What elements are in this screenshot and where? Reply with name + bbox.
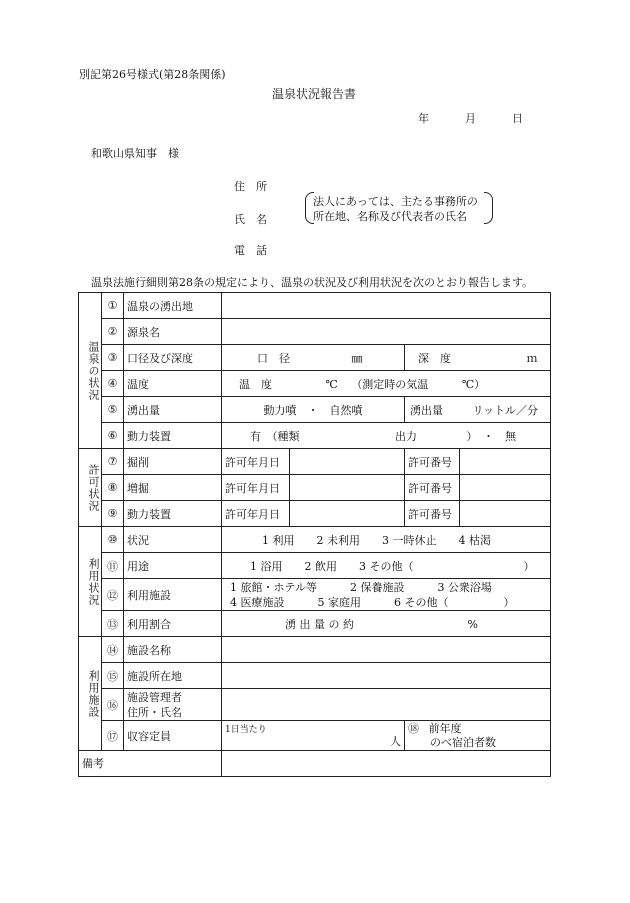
diameter-field[interactable]: [222, 345, 405, 371]
row-number: ③: [102, 345, 124, 371]
facility-manager-field[interactable]: [222, 689, 551, 721]
row-label: 施設所在地: [124, 663, 222, 689]
permit-no-field[interactable]: [460, 449, 551, 475]
row-label: 掘削: [124, 449, 222, 475]
addressee: 和歌山県知事 様: [91, 147, 179, 160]
document-title: 温泉状況報告書: [272, 87, 357, 101]
guests-label-cell: [405, 721, 551, 751]
diameter-label: 口 径: [257, 351, 290, 365]
permit-date-field[interactable]: [290, 501, 405, 527]
row-label: 動力装置: [124, 423, 222, 449]
facility-options-line1: 1 旅館・ホテル等 2 保養施設 3 公衆浴場: [230, 580, 492, 594]
row-source-location: [79, 293, 551, 319]
row-label: 増掘: [124, 475, 222, 501]
unit-liter-per-min: リットル／分: [472, 403, 539, 417]
section-facility: 利用施設: [79, 637, 102, 751]
row-number: ⑧: [102, 475, 124, 501]
output-label: 出力: [395, 429, 417, 443]
unit-mm: ㎜: [351, 351, 363, 365]
usage-ratio-field[interactable]: [222, 611, 551, 637]
row-flow: [79, 397, 551, 423]
row-number: ⑤: [102, 397, 124, 423]
row-facility-name: [79, 637, 551, 663]
purpose-options[interactable]: 1 浴用 2 飲用 3 その他（ ）: [222, 553, 551, 579]
row-label: 利用割合: [124, 611, 222, 637]
row-label: [124, 689, 222, 721]
row-permit-power: [79, 501, 551, 527]
permit-no-label: 許可番号: [405, 501, 460, 527]
permit-date-field[interactable]: [290, 449, 405, 475]
row-facility-manager: [79, 689, 551, 721]
row-number: ⑬: [102, 611, 124, 637]
date-year-label: 年: [418, 112, 429, 125]
row-status: [79, 527, 551, 553]
row-diameter-depth: [79, 345, 551, 371]
air-temp-label: （測定時の気温: [351, 377, 429, 391]
row-label: 施設名称: [124, 637, 222, 663]
row-purpose: [79, 553, 551, 579]
flow-label: 湧出量: [410, 403, 443, 417]
facility-options-line2: 4 医療施設 5 家庭用 6 その他（ ）: [230, 595, 515, 609]
form-number: 別記第26号様式(第28条関係): [79, 68, 226, 81]
temp-label: 温 度: [239, 377, 272, 391]
row-number: ⑮: [102, 663, 124, 689]
remarks-label: 備考: [79, 751, 222, 777]
row-number: ⑪: [102, 553, 124, 579]
row-label: 用途: [124, 553, 222, 579]
per-day-label: 1日当たり: [225, 725, 267, 735]
facility-type-options[interactable]: [222, 579, 551, 611]
manager-label-line1: 施設管理者: [127, 690, 182, 704]
intro-text: 温泉法施行細則第28条の規定により、温泉の状況及び利用状況を次のとおり報告します。: [91, 276, 534, 289]
date-day-label: 日: [512, 112, 523, 125]
permit-no-label: 許可番号: [405, 475, 460, 501]
row-capacity: [79, 721, 551, 751]
unit-persons: 人: [390, 735, 401, 748]
permit-no-field[interactable]: [460, 475, 551, 501]
permit-no-field[interactable]: [460, 501, 551, 527]
address-label: 住 所: [234, 180, 267, 193]
none-label: ） ・ 無: [466, 429, 516, 443]
row-number: ⑥: [102, 423, 124, 449]
power-device-field[interactable]: [222, 423, 551, 449]
row-number: ⑱: [408, 721, 419, 735]
row-label: 温度: [124, 371, 222, 397]
row-number: ⑯: [102, 689, 124, 721]
row-number: ⑩: [102, 527, 124, 553]
unit-celsius: ℃: [325, 377, 338, 391]
row-label: 源泉名: [124, 319, 222, 345]
row-label: 利用施設: [124, 579, 222, 611]
row-number: ②: [102, 319, 124, 345]
row-label: 湧出量: [124, 397, 222, 423]
flow-amount-field[interactable]: [405, 397, 551, 423]
report-table: [78, 292, 551, 777]
source-location-field[interactable]: [222, 293, 551, 319]
row-permit-drilling: [79, 449, 551, 475]
section-permit: 許可状況: [79, 449, 102, 527]
row-facility-address: [79, 663, 551, 689]
unit-m: ｍ: [526, 351, 538, 365]
remarks-field[interactable]: [222, 751, 551, 777]
manager-label-line2: 住所・氏名: [127, 705, 182, 719]
temperature-field[interactable]: [222, 371, 551, 397]
corp-note-line1: 法人にあっては、主たる事務所の: [313, 195, 478, 208]
row-label: 状況: [124, 527, 222, 553]
usage-ratio-text: 湧 出 量 の 約: [285, 617, 354, 631]
row-label: 収容定員: [124, 721, 222, 751]
source-name-field[interactable]: [222, 319, 551, 345]
row-label: 動力装置: [124, 501, 222, 527]
depth-field[interactable]: [405, 345, 551, 371]
capacity-field[interactable]: [222, 721, 405, 751]
row-number: ⑭: [102, 637, 124, 663]
name-label: 氏 名: [234, 213, 267, 226]
facility-address-field[interactable]: [222, 663, 551, 689]
unit-percent: %: [467, 617, 478, 631]
permit-date-field[interactable]: [290, 475, 405, 501]
phone-label: 電 話: [234, 244, 267, 257]
bracket-right: [484, 192, 493, 224]
row-usage-ratio: [79, 611, 551, 637]
unit-celsius-close: ℃）: [461, 377, 486, 391]
depth-label: 深 度: [418, 351, 451, 365]
permit-date-label: 許可年月日: [222, 501, 290, 527]
row-number: ①: [102, 293, 124, 319]
guests-label-line1: 前年度: [428, 721, 462, 735]
row-number: ⑨: [102, 501, 124, 527]
section-onsen: 温泉の状況: [79, 293, 102, 449]
row-number: ④: [102, 371, 124, 397]
permit-date-label: 許可年月日: [222, 449, 290, 475]
row-source-name: [79, 319, 551, 345]
row-facility-type: [79, 579, 551, 611]
permit-date-label: 許可年月日: [222, 475, 290, 501]
row-number: ⑰: [102, 721, 124, 751]
status-options[interactable]: 1 利用 2 未利用 3 一時休止 4 枯渇: [222, 527, 551, 553]
row-remarks: [79, 751, 551, 777]
corp-note-line2: 所在地、名称及び代表者の氏名: [313, 210, 467, 223]
date-month-label: 月: [465, 112, 476, 125]
guests-label-line2: のべ宿泊者数: [430, 735, 496, 749]
has-type-label: 有 （種類: [250, 429, 300, 443]
section-usage: 利用状況: [79, 527, 102, 637]
row-permit-deepening: [79, 475, 551, 501]
row-label: 口径及び深度: [124, 345, 222, 371]
row-number: ⑦: [102, 449, 124, 475]
flow-type-choice[interactable]: 動力噴 ・ 自然噴: [222, 397, 405, 423]
row-label: 温泉の湧出地: [124, 293, 222, 319]
permit-no-label: 許可番号: [405, 449, 460, 475]
row-number: ⑫: [102, 579, 124, 611]
facility-name-field[interactable]: [222, 637, 551, 663]
row-temperature: [79, 371, 551, 397]
row-power-device: [79, 423, 551, 449]
